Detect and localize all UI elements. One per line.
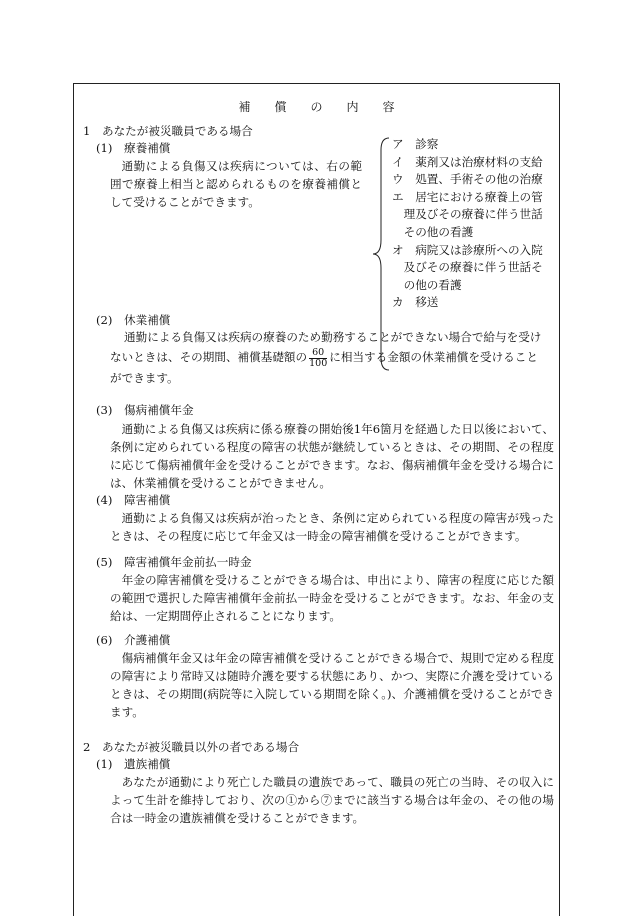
item1-text: 通勤による負傷又は疾病については、右の範囲で療養上相当と認められるものを療養補償として受けることができます。 [110, 159, 362, 209]
list-item: オ 病院又は診療所への入院 [392, 242, 543, 257]
item5-text: 年金の障害補償を受けることができる場合は、申出により、障害の程度に応じた額の範囲で選択した障害補償年金前払一時金を受けることができます。なお、年金の支給は、一定期間停止されることになります。 [110, 573, 554, 623]
item3-text: 通勤による負傷又は疾病に係る療養の開始後1年6箇月を経過した日以後において、条例に定められている程度の障害の状態が継続しているときは、その期間、その程度に応じて傷病補償年金を受けることができます。なお、傷病補償年金を受ける場合には、休業補償を受けることができません。 [110, 422, 554, 490]
fraction-numerator: 60 [309, 348, 327, 359]
item2-heading: (2) 休業補償 [96, 313, 171, 327]
item2-line3: ができます。 [110, 371, 179, 385]
item2-line2-before: ないときは、その期間、補償基礎額の [110, 350, 308, 364]
list-item: の他の看護 [392, 277, 462, 292]
list-item: カ 移送 [392, 295, 439, 310]
item2-line2-after: に相当する金額の休業補償を受けること [329, 350, 538, 364]
fraction-denominator: 100 [309, 357, 328, 369]
item4-text: 通勤による負傷又は疾病が治ったとき、条例に定められている程度の障害が残ったときは、その程度に応じて年金又は一時金の障害補償を受けることができます。 [110, 511, 554, 543]
document-frame [73, 83, 560, 916]
item4-heading: (4) 障害補償 [96, 493, 171, 507]
item6-heading: (6) 介護補償 [96, 633, 171, 647]
list-item: エ 居宅における療養上の管 [392, 189, 543, 204]
section2-heading: 2 あなたが被災職員以外の者である場合 [83, 740, 300, 754]
item2-line1: 通勤による負傷又は疾病の療養のため勤務することができない場合で給与を受け [124, 330, 542, 344]
list-item: イ 薬剤又は治療材料の支給 [392, 154, 543, 169]
s2-item1-heading: (1) 遺族補償 [96, 757, 171, 771]
list-item: ア 診察 [392, 137, 439, 151]
list-item: ウ 処置、手術その他の治療 [392, 172, 543, 187]
s2-item1-text: あなたが通勤により死亡した職員の遺族であって、職員の死亡の当時、その収入によって生計を維持しており、次の①から⑦までに該当する場合は年金の、その他の場合は一時金の遺族補償を受けることができます。 [110, 775, 554, 825]
item2-line2 [110, 346, 538, 368]
treatment-list [392, 136, 557, 312]
document-title: 補 償 の 内 容 [238, 100, 395, 114]
item1-heading: (1) 療養補償 [96, 141, 171, 155]
list-item: 及びその療養に伴う世話そ [392, 260, 543, 275]
fraction [309, 348, 327, 369]
list-item: 理及びその療養に伴う世話 [392, 207, 543, 222]
list-item: その他の看護 [392, 224, 474, 239]
section1-heading: 1 あなたが被災職員である場合 [83, 124, 253, 138]
item5-heading: (5) 障害補償年金前払一時金 [96, 555, 252, 569]
item3-heading: (3) 傷病補償年金 [96, 403, 194, 417]
item6-text: 傷病補償年金又は年金の障害補償を受けることができる場合で、規則で定める程度の障害により常時又は随時介護を要する状態にあり、かつ、実際に介護を受けているときは、その期間(病院等に入院している期間を除く。)、介護補償を受けることができます。 [110, 651, 554, 719]
